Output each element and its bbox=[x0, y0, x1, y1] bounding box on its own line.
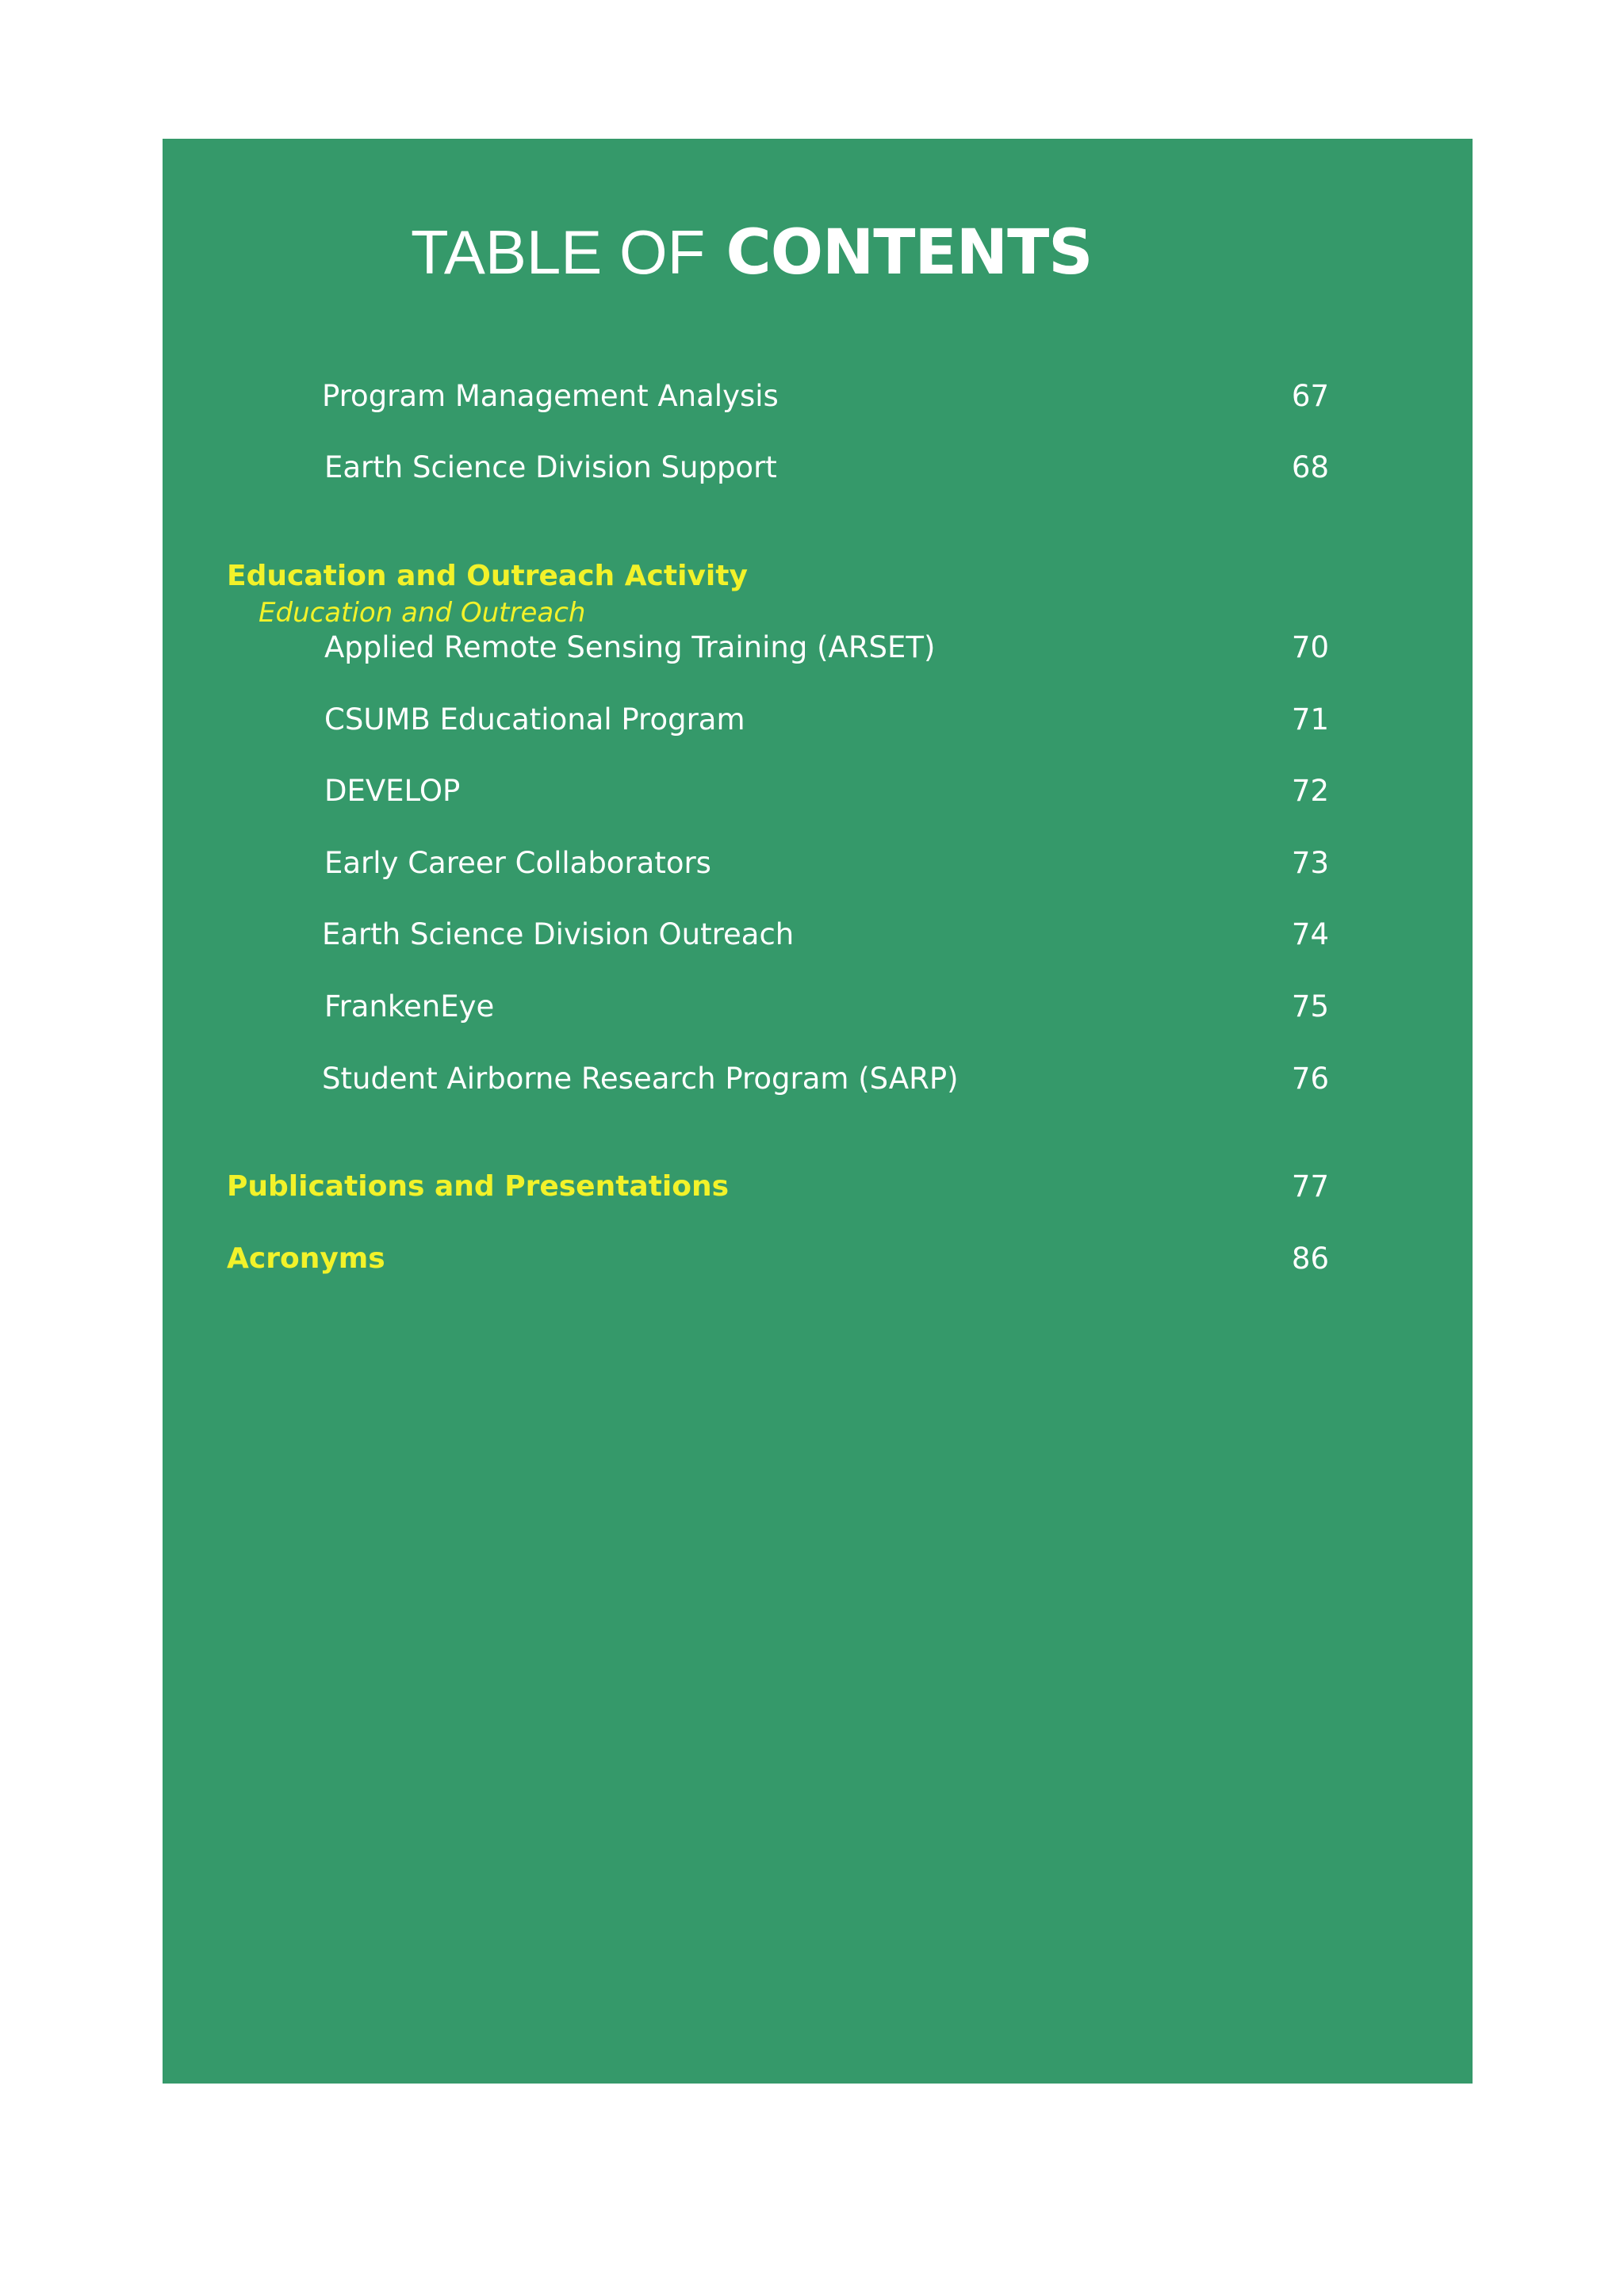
toc-page-number: 75 bbox=[1291, 989, 1329, 1024]
toc-entry-early-career-collaborators[interactable]: Early Career Collaborators bbox=[324, 846, 711, 880]
toc-page-number: 86 bbox=[1291, 1242, 1329, 1276]
toc-page-number: 74 bbox=[1291, 917, 1329, 951]
toc-page-number: 71 bbox=[1291, 702, 1329, 737]
toc-entry-program-management-analysis[interactable]: Program Management Analysis bbox=[322, 379, 779, 413]
toc-page-number: 77 bbox=[1291, 1169, 1329, 1203]
toc-subsection-education-outreach: Education and Outreach bbox=[259, 597, 586, 629]
toc-section-publications-presentations[interactable]: Publications and Presentations bbox=[227, 1170, 730, 1203]
toc-page-number: 72 bbox=[1291, 774, 1329, 808]
toc-entry-sarp[interactable]: Student Airborne Research Program (SARP) bbox=[322, 1062, 959, 1096]
toc-page-number: 73 bbox=[1291, 846, 1329, 880]
title-bold: CONTENTS bbox=[726, 217, 1093, 289]
toc-entry-develop[interactable]: DEVELOP bbox=[324, 774, 461, 808]
toc-page-number: 70 bbox=[1291, 630, 1329, 664]
toc-entry-csumb-educational-program[interactable]: CSUMB Educational Program bbox=[324, 702, 745, 737]
toc-entry-arset[interactable]: Applied Remote Sensing Training (ARSET) bbox=[324, 630, 936, 664]
toc-entry-earth-science-division-support[interactable]: Earth Science Division Support bbox=[324, 450, 777, 484]
toc-panel bbox=[163, 139, 1473, 2084]
toc-entry-earth-science-division-outreach[interactable]: Earth Science Division Outreach bbox=[322, 917, 795, 951]
toc-section-education-outreach-activity[interactable]: Education and Outreach Activity bbox=[227, 560, 748, 592]
toc-page-number: 76 bbox=[1291, 1062, 1329, 1096]
title-light: TABLE OF bbox=[411, 217, 706, 287]
page-title bbox=[411, 212, 1092, 293]
toc-entry-frankeneye[interactable]: FrankenEye bbox=[324, 989, 495, 1024]
toc-section-acronyms[interactable]: Acronyms bbox=[227, 1242, 385, 1275]
toc-page-number: 68 bbox=[1291, 450, 1329, 484]
toc-page-number: 67 bbox=[1291, 379, 1329, 413]
